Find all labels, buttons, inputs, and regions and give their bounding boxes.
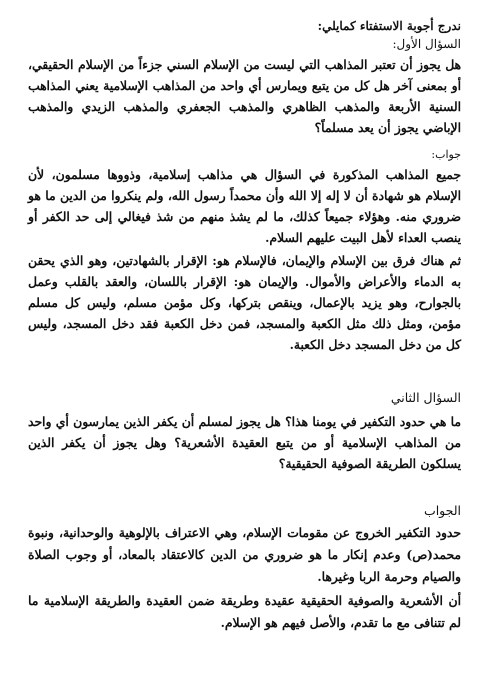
spacer <box>28 474 461 502</box>
question-1 <box>28 36 461 138</box>
question-2 <box>28 389 461 474</box>
spacer <box>28 355 461 389</box>
answer-1-paragraph: جميع المذاهب المذكورة في السؤال هي مذاهب إسلامية، وذووها مسلمون، لأن الإسلام هو شهادة أن لا إله إلا الله وأن محمداً رسول الله، ولم ينكروا من الدين ما هو ضروري منه. وهؤلاء جميعاً كذلك، ما لم يشذ منهم من شذ فيغالي إلى حد الكفر أو ينصب العداء لأهل البيت عليهم السلام. <box>28 167 461 245</box>
answer-2-paragraph: أن الأشعرية والصوفية الحقيقية عقيدة وطريقة ضمن العقيدة والطريقة الإسلامية ما لم تتنافى مع ما تقدم، والأصل فيهم هو الإسلام. <box>28 593 461 630</box>
answer-1 <box>28 148 461 355</box>
answer-2-label: الجواب <box>423 503 461 518</box>
answer-2 <box>28 502 461 634</box>
question-1-text: هل يجوز أن تعتبر المذاهب التي ليست من الإسلام السني جزءاً من الإسلام الحقيقي، أو بمعنى آخر هل كل من يتبع ويمارس أي واحد من المذاهب الإسلامية يعني المذاهب السنية الأربعة والمذهب الظاهري والمذهب الجعفري والمذهب الزيدي والمذهب الإباضي يجوز أن يعد مسلماً؟ <box>28 57 461 135</box>
question-1-heading: السؤال الأول: <box>392 37 461 51</box>
document-page <box>28 18 461 690</box>
intro-line: ندرج أجوبة الاستفتاء كمايلي: <box>317 19 461 33</box>
question-2-text: ما هي حدود التكفير في يومنا هذا؟ هل يجوز لمسلم أن يكفر الذين يمارسون أي واحد من المذاهب الإسلامية أو من يتبع العقيدة الأشعرية؟ وهل يجوز أن يكفر الذين يسلكون الطريقة الصوفية الحقيقية؟ <box>28 414 461 471</box>
answer-2-paragraph: حدود التكفير الخروج عن مقومات الإسلام، وهي الاعتراف بالإلوهية والوحدانية، ونبوة محمد(ص) وعدم إنكار ما هو ضروري من الدين كالاعتقاد بالمعاد، أو وجوب الصلاة والصيام وحرمة الربا وغيرها. <box>28 525 461 584</box>
answer-1-label: جواب: <box>431 148 461 161</box>
question-2-heading: السؤال الثاني <box>390 390 461 405</box>
answer-1-paragraph: ثم هناك فرق بين الإسلام والإيمان، فالإسلام هو: الإقرار بالشهادتين، وهو الذي يحقن به الدماء والأعراض والأموال. والإيمان هو: الإقرار باللسان، والعقد بالقلب وعمل بالجوارح، وهو يزيد بالإعمال، وينقص بتركها، وكل مؤمن مسلم، وليس كل مسلم مؤمن، ومثل ذلك مثل الكعبة والمسجد، فمن دخل الكعبة فقد دخل المسجد، وليس كل من دخل المسجد دخل الكعبة. <box>28 253 461 352</box>
